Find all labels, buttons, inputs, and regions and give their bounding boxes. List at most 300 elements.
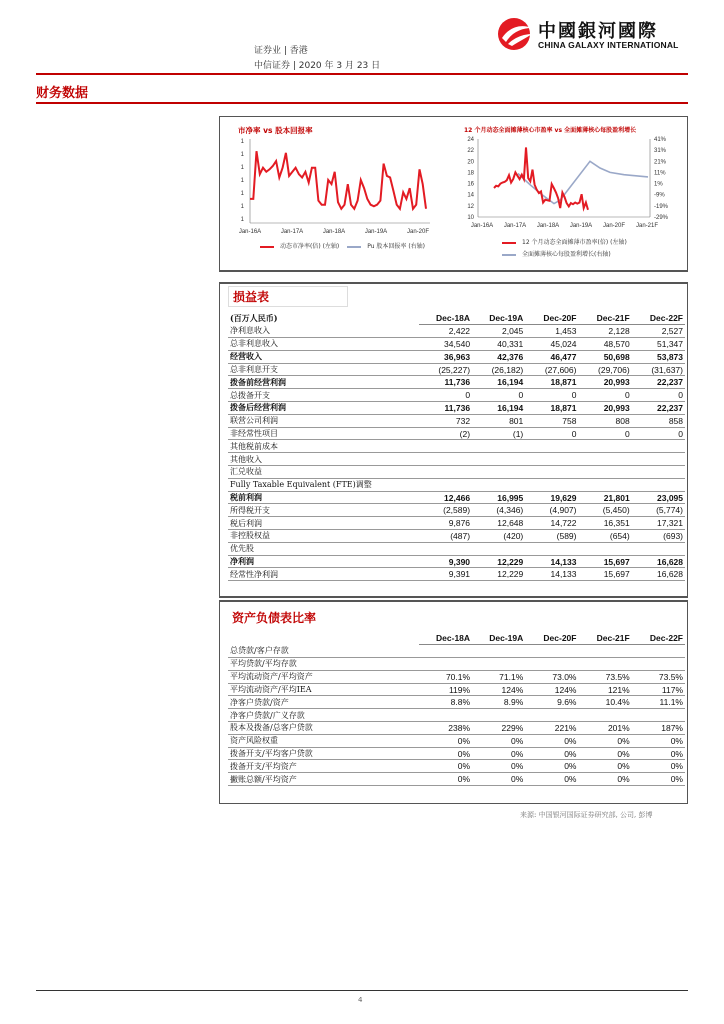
cell-value: 9.6% (525, 696, 578, 709)
column-header: Dec-21F (578, 632, 631, 645)
cell-value: 0 (419, 389, 472, 402)
header-divider (36, 73, 688, 75)
cell-value: 0% (578, 760, 631, 773)
cell-value: 34,540 (419, 338, 472, 351)
section-title: 财务数据 (36, 86, 89, 101)
cell-value (419, 658, 472, 671)
cell-value: 0% (419, 747, 472, 760)
table-row (228, 747, 685, 760)
cell-value: 0 (525, 427, 578, 440)
chart1-legend-roe: Pu 股本回报率 (右轴) (367, 243, 426, 250)
cell-value (472, 440, 525, 453)
cell-value (632, 453, 685, 466)
cell-value (419, 453, 472, 466)
cell-value (472, 453, 525, 466)
cell-value (578, 658, 631, 671)
chart2-x-tick: Jan-18A (536, 223, 560, 229)
cell-value: 0% (632, 734, 685, 747)
cell-value (472, 466, 525, 479)
chart2-pe-series (494, 147, 588, 209)
row-label: 其他税前成本 (228, 440, 419, 453)
table-row (228, 645, 685, 658)
table-row (228, 530, 685, 543)
cell-value: (1) (472, 427, 525, 440)
cell-value: 46,477 (525, 350, 578, 363)
cell-value: 11.1% (632, 696, 685, 709)
cell-value: 71.1% (472, 670, 525, 683)
row-label: 联营公司利润 (228, 414, 419, 427)
chart1-pb-series (250, 151, 426, 209)
cell-value: 16,194 (472, 402, 525, 415)
column-header: Dec-19A (472, 632, 525, 645)
cell-value: 1,453 (525, 325, 578, 338)
cell-value: 0 (632, 389, 685, 402)
chart2-legend-pe-row (502, 237, 627, 246)
chart2-right-tick: 11% (654, 170, 666, 177)
row-label: 平均流动资产/平均资产 (228, 670, 419, 683)
cell-value: 0% (525, 734, 578, 747)
cell-value: 16,995 (472, 491, 525, 504)
cell-value (632, 658, 685, 671)
header-sector: 证券业 | 香港 (254, 46, 308, 56)
cell-value: 0 (472, 389, 525, 402)
cell-value: 124% (472, 683, 525, 696)
chart1-x-tick: Jan-17A (280, 229, 304, 235)
cell-value: 23,095 (632, 491, 685, 504)
cell-value: 11,736 (419, 402, 472, 415)
chart2-left-tick: 14 (467, 192, 474, 199)
chart2-right-tick: -19% (654, 203, 669, 210)
cell-value: 12,229 (472, 568, 525, 581)
cell-value: 9,876 (419, 517, 472, 530)
row-label: 净客户贷款/资产 (228, 696, 419, 709)
row-label: 拨备开支/平均资产 (228, 760, 419, 773)
income-statement-panel (219, 282, 688, 598)
cell-value: 858 (632, 414, 685, 427)
table-row (228, 709, 685, 722)
table-row (228, 670, 685, 683)
cell-value (578, 645, 631, 658)
row-label: 净客户贷款/广义存款 (228, 709, 419, 722)
cell-value: (5,774) (632, 504, 685, 517)
table-row (228, 478, 685, 491)
row-label: 总非利息开支 (228, 363, 419, 376)
cell-value: 229% (472, 722, 525, 735)
chart1-x-tick: Jan-18A (322, 229, 346, 235)
cell-value (472, 478, 525, 491)
cell-value: 16,351 (578, 517, 631, 530)
cell-value: 14,133 (525, 555, 578, 568)
cell-value: 18,871 (525, 402, 578, 415)
logo-chinese: 中國銀河國際 (538, 21, 658, 42)
cell-value (525, 542, 578, 555)
balance-table (228, 632, 685, 786)
cell-value: 12,648 (472, 517, 525, 530)
cell-value (472, 658, 525, 671)
column-header: Dec-18A (419, 312, 472, 325)
cell-value: 20,993 (578, 402, 631, 415)
cell-value: (31,637) (632, 363, 685, 376)
cell-value: 18,871 (525, 376, 578, 389)
cell-value: 0% (578, 773, 631, 786)
chart2-left-tick: 16 (467, 181, 474, 188)
cell-value: (589) (525, 530, 578, 543)
chart2-left-tick: 10 (467, 215, 474, 221)
row-label: 总非利息收入 (228, 338, 419, 351)
cell-value (578, 709, 631, 722)
cell-value: 758 (525, 414, 578, 427)
cell-value: 22,237 (632, 402, 685, 415)
cell-value: 51,347 (632, 338, 685, 351)
cell-value: 187% (632, 722, 685, 735)
cell-value (632, 478, 685, 491)
row-label: 净利息收入 (228, 325, 419, 338)
cell-value: 20,993 (578, 376, 631, 389)
column-header: Dec-20F (525, 312, 578, 325)
table-row (228, 440, 685, 453)
cell-value: 0% (472, 747, 525, 760)
row-label: 税前利润 (228, 491, 419, 504)
chart2-left-tick: 12 (467, 203, 474, 210)
table-row (228, 683, 685, 696)
cell-value (419, 478, 472, 491)
cell-value: 0 (578, 389, 631, 402)
cell-value (419, 542, 472, 555)
row-label: 平均流动资产/平均IEA (228, 683, 419, 696)
cell-value: 0 (632, 427, 685, 440)
cell-value: 9,390 (419, 555, 472, 568)
cell-value: 0% (578, 747, 631, 760)
chart1-plot (230, 135, 450, 245)
cell-value: 0% (525, 773, 578, 786)
chart2-legend-eps-row (502, 249, 611, 258)
chart2-right-tick: -29% (654, 215, 669, 221)
row-label: 总贷款/客户存款 (228, 645, 419, 658)
column-header: Dec-22F (632, 312, 685, 325)
cell-value: (2) (419, 427, 472, 440)
chart1-y-tick: 1 (240, 191, 244, 197)
cell-value: 15,697 (578, 568, 631, 581)
cell-value: 117% (632, 683, 685, 696)
cell-value: 2,045 (472, 325, 525, 338)
cell-value (419, 645, 472, 658)
legend-blue-swatch (347, 246, 361, 248)
cell-value: 0% (632, 773, 685, 786)
chart1-legend (260, 241, 425, 250)
cell-value: 10.4% (578, 696, 631, 709)
cell-value: 0% (472, 760, 525, 773)
cell-value (632, 709, 685, 722)
table-row (228, 427, 685, 440)
cell-value: 70.1% (419, 670, 472, 683)
table-row (228, 734, 685, 747)
cell-value (578, 478, 631, 491)
table-row (228, 325, 685, 338)
cell-value: (4,346) (472, 504, 525, 517)
table-row (228, 350, 685, 363)
row-label: 所得税开支 (228, 504, 419, 517)
chart1-y-tick: 1 (240, 217, 244, 223)
logo-english: CHINA GALAXY INTERNATIONAL (538, 40, 679, 50)
cell-value: 0% (578, 734, 631, 747)
cell-value: 121% (578, 683, 631, 696)
row-label: Fully Taxable Equivalent (FTE)调整 (228, 478, 419, 491)
cell-value: 16,628 (632, 568, 685, 581)
column-header: Dec-19A (472, 312, 525, 325)
chart1-x-tick: Jan-19A (364, 229, 388, 235)
cell-value: 48,570 (578, 338, 631, 351)
cell-value: 732 (419, 414, 472, 427)
column-header: Dec-21F (578, 312, 631, 325)
row-label: 拨备前经营利润 (228, 376, 419, 389)
cell-value: 15,697 (578, 555, 631, 568)
cell-value: 0 (578, 427, 631, 440)
page-number: 4 (358, 996, 363, 1004)
cell-value: 0% (472, 734, 525, 747)
cell-value: 2,422 (419, 325, 472, 338)
chart2-x-tick: Jan-21F (635, 223, 659, 229)
cell-value: 0% (632, 747, 685, 760)
row-label: 股本及拨备/总客户贷款 (228, 722, 419, 735)
cell-value: 73.0% (525, 670, 578, 683)
income-title: 损益表 (228, 286, 348, 307)
cell-value: 0% (525, 760, 578, 773)
cell-value (525, 645, 578, 658)
legend-red-swatch (502, 242, 516, 244)
cell-value (632, 466, 685, 479)
table-row (228, 760, 685, 773)
chart1-y-tick: 1 (240, 178, 244, 184)
cell-value: (25,227) (419, 363, 472, 376)
legend-red-swatch (260, 246, 274, 248)
cell-value: 124% (525, 683, 578, 696)
cell-value: 2,527 (632, 325, 685, 338)
cell-value: 14,133 (525, 568, 578, 581)
empty-header-cell (228, 632, 419, 645)
cell-value: 0% (419, 760, 472, 773)
chart1-y-tick: 1 (240, 152, 244, 158)
source-note: 来源: 中国银河国际证券研究部, 公司, 彭博 (520, 811, 653, 819)
cell-value: 50,698 (578, 350, 631, 363)
chart1-legend-pb: 动态市净率(倍) (左轴) (280, 243, 340, 250)
row-label: 经常性净利润 (228, 568, 419, 581)
table-row (228, 517, 685, 530)
cell-value: 0% (525, 747, 578, 760)
cell-value: (27,606) (525, 363, 578, 376)
cell-value (472, 709, 525, 722)
table-row (228, 568, 685, 581)
section-divider (36, 102, 688, 104)
table-row (228, 491, 685, 504)
table-row (228, 338, 685, 351)
row-label: 平均贷款/平均存款 (228, 658, 419, 671)
chart2-legend-pe: 12 个月动态全面摊薄市盈率(倍) (左轴) (522, 239, 627, 246)
cell-value (525, 658, 578, 671)
cell-value: (29,706) (578, 363, 631, 376)
table-row (228, 389, 685, 402)
cell-value: 0% (472, 773, 525, 786)
unit-label: (百万人民币) (230, 312, 278, 323)
table-row (228, 376, 685, 389)
cell-value (419, 466, 472, 479)
row-label: 非经常性项目 (228, 427, 419, 440)
cell-value: (2,589) (419, 504, 472, 517)
cell-value (632, 645, 685, 658)
income-header-row (228, 312, 685, 325)
galaxy-logo-icon (496, 16, 536, 52)
table-row (228, 696, 685, 709)
cell-value: 201% (578, 722, 631, 735)
cell-value (525, 709, 578, 722)
cell-value: 22,237 (632, 376, 685, 389)
cell-value (419, 440, 472, 453)
cell-value (525, 440, 578, 453)
column-header: Dec-20F (525, 632, 578, 645)
chart2-right-tick: 41% (654, 137, 667, 143)
cell-value: 8.8% (419, 696, 472, 709)
cell-value: (654) (578, 530, 631, 543)
chart2-x-tick: Jan-20F (602, 223, 626, 229)
cell-value: 45,024 (525, 338, 578, 351)
cell-value (525, 466, 578, 479)
cell-value: 12,229 (472, 555, 525, 568)
cell-value: 17,321 (632, 517, 685, 530)
cell-value (578, 466, 631, 479)
cell-value: 11,736 (419, 376, 472, 389)
cell-value: 119% (419, 683, 472, 696)
cell-value: 0% (419, 734, 472, 747)
cell-value: 16,628 (632, 555, 685, 568)
chart2-left-tick: 22 (467, 148, 474, 155)
charts-panel (219, 116, 688, 272)
cell-value: (420) (472, 530, 525, 543)
cell-value (632, 440, 685, 453)
table-row (228, 363, 685, 376)
cell-value: 221% (525, 722, 578, 735)
balance-header-row (228, 632, 685, 645)
cell-value (472, 645, 525, 658)
table-row (228, 722, 685, 735)
cell-value: (26,182) (472, 363, 525, 376)
cell-value (525, 453, 578, 466)
cell-value: 14,722 (525, 517, 578, 530)
report-header (254, 44, 380, 74)
company-logo (496, 16, 696, 52)
chart1-x-tick: Jan-20F (406, 229, 430, 235)
row-label: 拨备开支/平均客户贷款 (228, 747, 419, 760)
chart1-y-tick: 1 (240, 165, 244, 171)
cell-value: 12,466 (419, 491, 472, 504)
legend-blue-swatch (502, 254, 516, 256)
chart2-right-tick: 1% (654, 181, 663, 188)
row-label: 税后利润 (228, 517, 419, 530)
cell-value: 2,128 (578, 325, 631, 338)
table-row (228, 504, 685, 517)
table-row (228, 658, 685, 671)
cell-value: 42,376 (472, 350, 525, 363)
cell-value (419, 709, 472, 722)
chart2-plot (454, 135, 682, 245)
row-label: 优先股 (228, 542, 419, 555)
cell-value: 19,629 (525, 491, 578, 504)
income-table (228, 312, 685, 581)
chart2-x-tick: Jan-16A (470, 223, 494, 229)
row-label: 撇账总额/平均资产 (228, 773, 419, 786)
chart1-title: 市净率 vs 股本回报率 (238, 126, 313, 135)
cell-value (632, 542, 685, 555)
column-header: Dec-18A (419, 632, 472, 645)
cell-value: 801 (472, 414, 525, 427)
chart2-left-tick: 18 (467, 170, 474, 177)
balance-ratios-panel (219, 600, 688, 804)
table-row (228, 466, 685, 479)
row-label: 非控股权益 (228, 530, 419, 543)
cell-value: 0 (525, 389, 578, 402)
row-label: 总拨备开支 (228, 389, 419, 402)
cell-value (578, 440, 631, 453)
chart2-right-tick: 31% (654, 148, 667, 155)
table-row (228, 402, 685, 415)
balance-title: 资产负债表比率 (232, 611, 317, 625)
row-label: 汇兑收益 (228, 466, 419, 479)
cell-value: 9,391 (419, 568, 472, 581)
cell-value: 238% (419, 722, 472, 735)
cell-value: 53,873 (632, 350, 685, 363)
chart2-right-tick: -9% (654, 192, 665, 199)
table-row (228, 542, 685, 555)
chart2-x-tick: Jan-17A (503, 223, 527, 229)
cell-value: 40,331 (472, 338, 525, 351)
cell-value: 73.5% (632, 670, 685, 683)
cell-value: 36,963 (419, 350, 472, 363)
chart1-x-tick: Jan-16A (238, 229, 262, 235)
cell-value: 8.9% (472, 696, 525, 709)
cell-value: 21,801 (578, 491, 631, 504)
row-label: 其他收入 (228, 453, 419, 466)
cell-value (578, 542, 631, 555)
chart2-legend-eps: 全面摊薄核心每股盈利增长(右轴) (522, 251, 611, 258)
chart2-x-tick: Jan-19A (569, 223, 593, 229)
cell-value: 0% (632, 760, 685, 773)
chart2-right-tick: 21% (654, 159, 667, 166)
chart1-y-tick: 1 (240, 204, 244, 210)
row-label: 净利润 (228, 555, 419, 568)
cell-value: (4,907) (525, 504, 578, 517)
table-row (228, 453, 685, 466)
row-label: 资产风险权重 (228, 734, 419, 747)
cell-value: 808 (578, 414, 631, 427)
table-row (228, 555, 685, 568)
cell-value: (693) (632, 530, 685, 543)
chart2-title: 12 个月动态全面摊薄核心市盈率 vs 全面摊薄核心每股盈利增长 (464, 127, 637, 134)
cell-value: 73.5% (578, 670, 631, 683)
table-row (228, 414, 685, 427)
header-company-date: 中信证券 | 2020 年 3 月 23 日 (254, 61, 381, 71)
table-row (228, 773, 685, 786)
cell-value (472, 542, 525, 555)
cell-value (525, 478, 578, 491)
chart1-y-tick: 1 (240, 139, 244, 145)
column-header: Dec-22F (632, 632, 685, 645)
chart2-left-tick: 20 (467, 159, 474, 166)
cell-value: 0% (419, 773, 472, 786)
row-label: 经营收入 (228, 350, 419, 363)
chart2-left-tick: 24 (467, 137, 474, 143)
cell-value: (487) (419, 530, 472, 543)
row-label: 拨备后经营利润 (228, 402, 419, 415)
footer-divider (36, 990, 688, 991)
cell-value (578, 453, 631, 466)
